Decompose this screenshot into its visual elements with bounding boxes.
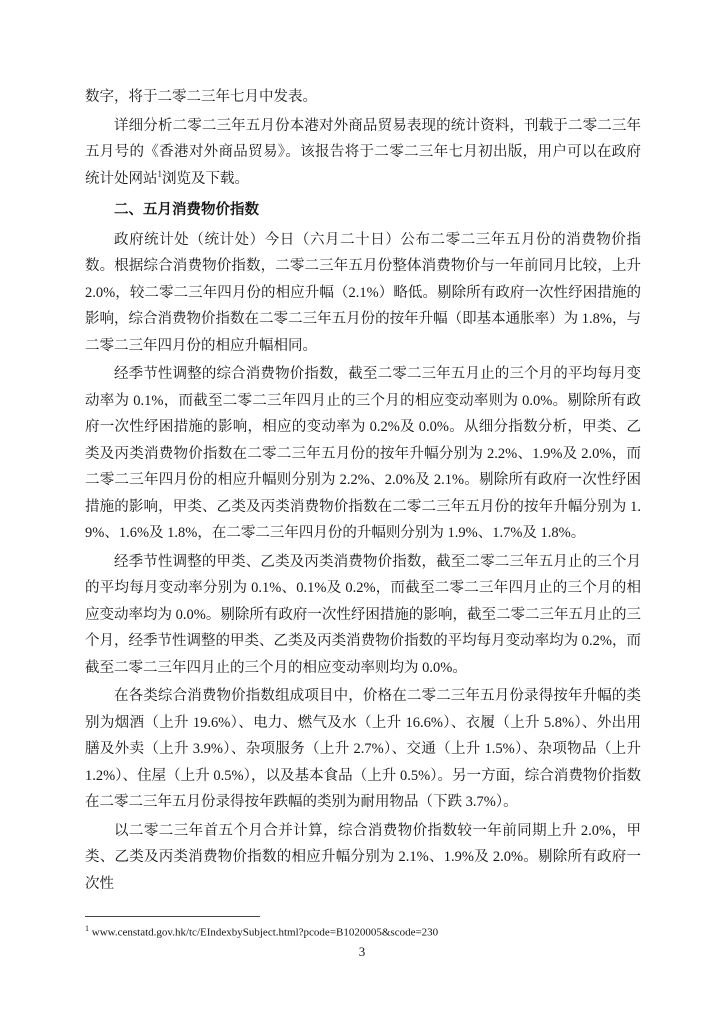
paragraph-continuation: 数字，将于二零二三年七月中发表。 xyxy=(85,89,317,105)
paragraph-five-month-summary: 以二零二三年首五个月合并计算，综合消费物价指数较一年前同期上升 2.0%，甲类、乙类及丙类消费物价指数的相应升幅分别为 2.1%、1.9%及 2.0%。剔除所有政府一次性 xyxy=(85,822,641,892)
footnote-divider xyxy=(85,916,260,917)
document-body xyxy=(85,84,641,899)
paragraph-category-changes: 在各类综合消费物价指数组成项目中，价格在二零二三年五月份录得按年升幅的类别为烟酒（上升 19.6%）、电力、燃气及水（上升 16.6%）、衣履（上升 5.8%）、外出用膳及外卖（上升 3.9%）、杂项服务（上升 2.7%）、交通（上升 1.5%）、杂项物品（上升 1.2%）、住屋（上升 0.5%），以及基本食品（上升 0.5%）。另一方面，综合消费物价指数在二零二三年五月份录得按年跌幅的类别为耐用物品（下跌 3.7%）。 xyxy=(85,688,641,810)
paragraph-text: 详细分析二零二三年五月份本港对外商品贸易表现的统计资料，刊载于二零二三年五月号的《香港对外商品贸易》。该报告将于二零二三年七月初出版，用户可以在政府统计处网站 xyxy=(85,117,641,187)
paragraph-trade-report xyxy=(85,113,641,193)
footnote xyxy=(85,922,641,940)
footnote-ref-marker: 1 xyxy=(157,168,162,179)
paragraph-cpi-overview: 政府统计处（统计处）今日（六月二十日）公布二零二三年五月份的消费物价指数。根据综合消费物价指数，二零二三年五月份整体消费物价与一年前同月比较，上升 2.0%，较二零二三年四月份的相应升幅（2.1%）略低。剔除所有政府一次性纾困措施的影响，综合消费物价指数在二零二三年五月份的按年升幅（即基本通胀率）为 1.8%，与二零二三年四月份的相应升幅相同。 xyxy=(85,231,641,354)
section-heading: 二、五月消费物价指数 xyxy=(114,202,259,218)
page-number: 3 xyxy=(358,944,366,959)
paragraph-text: 浏览及下载。 xyxy=(162,170,249,187)
footnote-url: www.censtatd.gov.hk/tc/EIndexbySubject.html?pcode=B1020005&scode=230 xyxy=(91,926,439,939)
footnote-marker: 1 xyxy=(85,924,89,933)
paragraph-seasonal-composite: 经季节性调整的综合消费物价指数，截至二零二三年五月止的三个月的平均每月变动率为 0.1%，而截至二零二三年四月止的三个月的相应变动率则为 0.0%。剔除所有政府一次性纾困措施的影响，相应的变动率为 0.2%及 0.0%。从细分指数分析，甲类、乙类及丙类消费物价指数在二零二三年五月份的按年升幅分别为 2.2%、1.9%及 2.0%，而二零二三年四月份的相应升幅则分别为 2.2%、2.0%及 2.1%。剔除所有政府一次性纾困措施的影响，甲类、乙类及丙类消费物价指数在二零二三年五月份的按年升幅分别为 1.9%、1.6%及 1.8%，在二零二三年四月份的升幅则分别为 1.9%、1.7%及 1.8%。 xyxy=(85,366,641,541)
footnote-area xyxy=(85,916,641,940)
paragraph-seasonal-abc: 经季节性调整的甲类、乙类及丙类消费物价指数，截至二零二三年五月止的三个月的平均每月变动率分别为 0.1%、0.1%及 0.2%，而截至二零二三年四月止的三个月的相应变动率均为 0.0%。剔除所有政府一次性纾困措施的影响，截至二零二三年五月止的三个月，经季节性调整的甲类、乙类及丙类消费物价指数的平均每月变动率均为 0.2%，而截至二零二三年四月止的三个月的相应变动率则均为 0.0%。 xyxy=(85,553,641,676)
